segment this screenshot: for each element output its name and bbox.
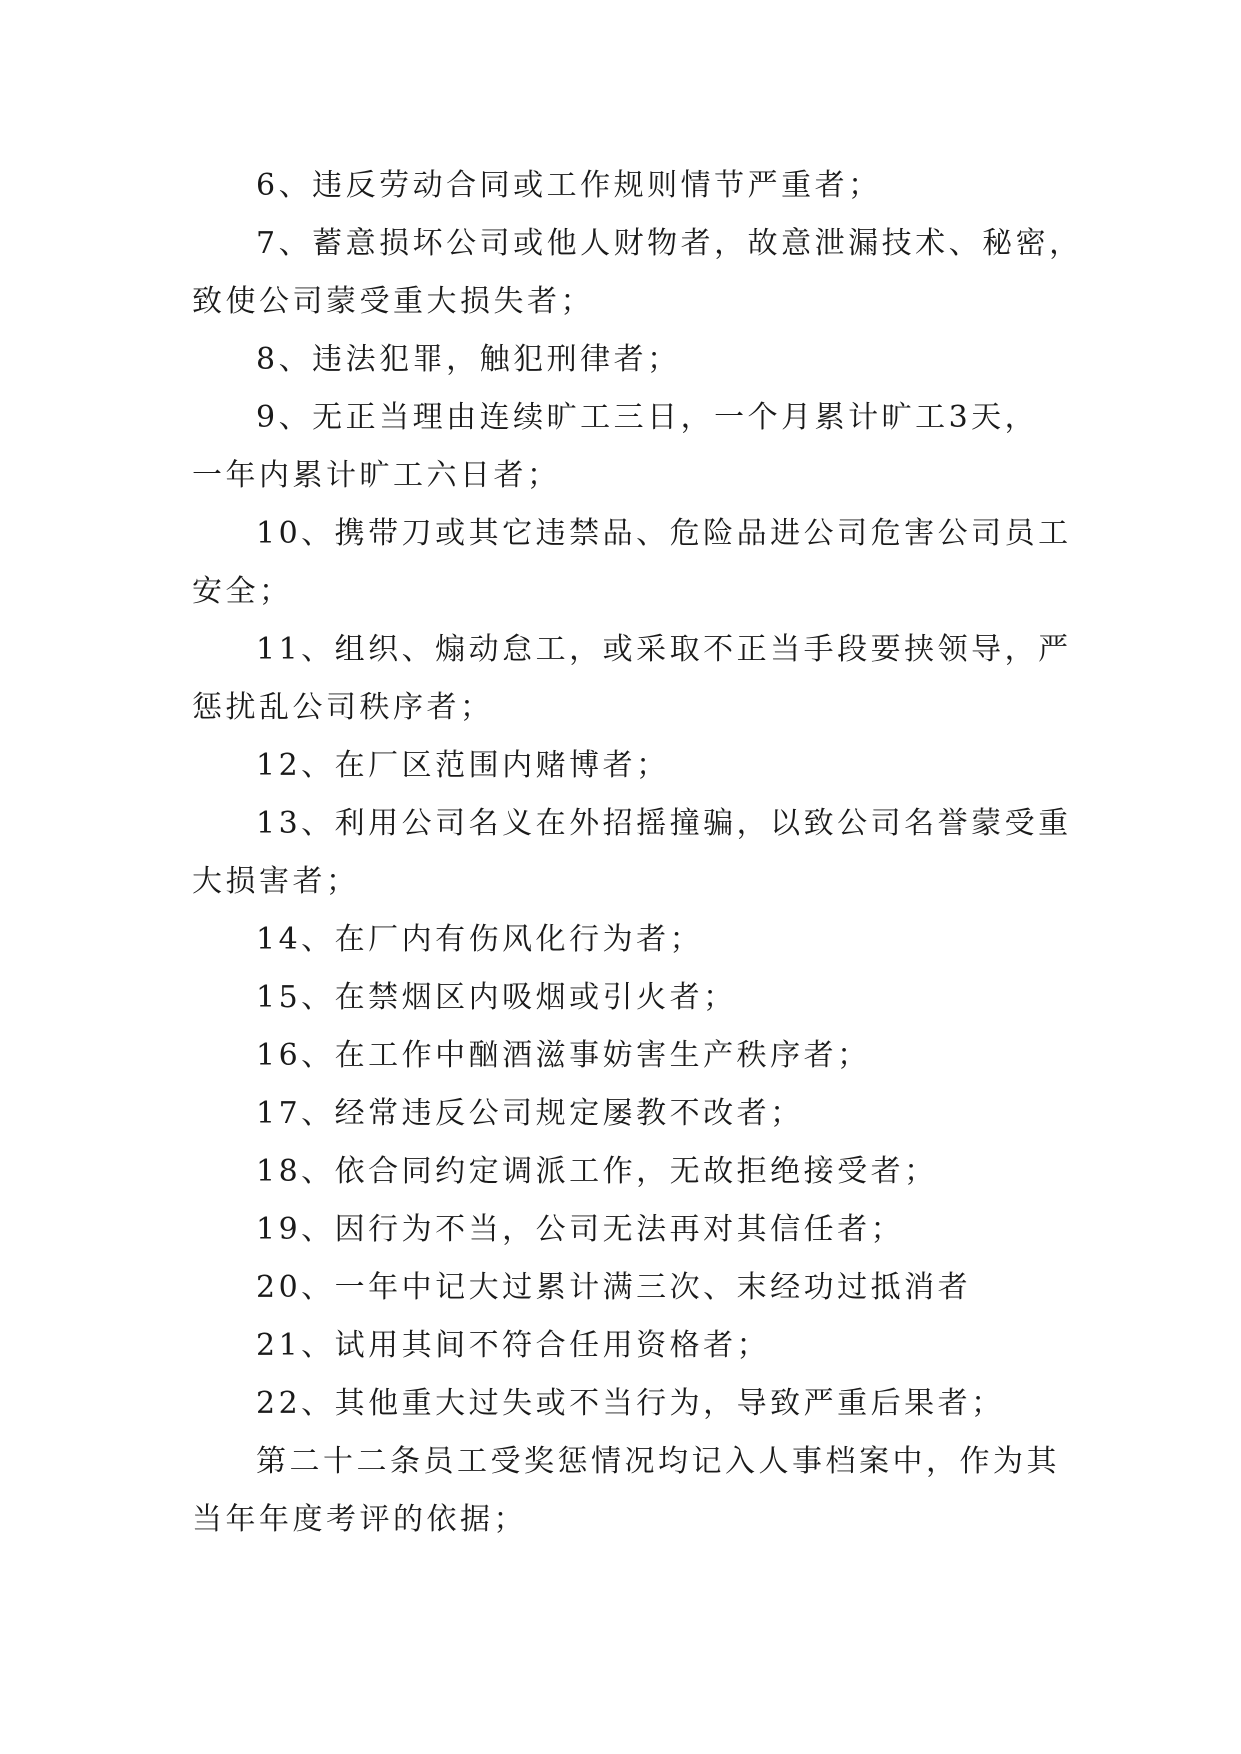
text-line: 惩扰乱公司秩序者；: [192, 690, 494, 725]
text-line: 致使公司蒙受重大损失者；: [192, 284, 594, 319]
text-line: 第二十二条员工受奖惩情况均记入人事档案中，作为其: [256, 1444, 1060, 1479]
text-line: 大损害者；: [192, 864, 360, 899]
text-line: 16、在工作中酗酒滋事妨害生产秩序者；: [256, 1038, 871, 1073]
text-line: 10、携带刀或其它违禁品、危险品进公司危害公司员工: [256, 516, 1072, 551]
text-line: 20、一年中记大过累计满三次、末经功过抵消者: [256, 1270, 972, 1305]
text-line: 17、经常违反公司规定屡教不改者；: [256, 1096, 804, 1131]
document-body: [192, 157, 1083, 1549]
text-line: 8、违法犯罪，触犯刑律者；: [256, 342, 681, 377]
text-line: 15、在禁烟区内吸烟或引火者；: [256, 980, 737, 1015]
text-line: 13、利用公司名义在外招摇撞骗，以致公司名誉蒙受重: [256, 806, 1072, 841]
text-line: 6、违反劳动合同或工作规则情节严重者；: [256, 168, 882, 203]
text-line: 9、无正当理由连续旷工三日，一个月累计旷工3天，: [256, 400, 1039, 435]
text-line: 19、因行为不当，公司无法再对其信任者；: [256, 1212, 905, 1247]
text-line: 一年内累计旷工六日者；: [192, 458, 561, 493]
text-line: 11、组织、煽动怠工，或采取不正当手段要挟领导，严: [256, 632, 1072, 667]
text-line: 14、在厂内有伤风化行为者；: [256, 922, 704, 957]
text-line: 7、蓄意损坏公司或他人财物者，故意泄漏技术、秘密，: [256, 226, 1083, 261]
text-line: 12、在厂区范围内赌博者；: [256, 748, 670, 783]
text-line: 21、试用其间不符合任用资格者；: [256, 1328, 771, 1363]
text-line: 22、其他重大过失或不当行为，导致严重后果者；: [256, 1386, 1005, 1421]
text-line: 安全；: [192, 574, 293, 609]
text-line: 当年年度考评的依据；: [192, 1502, 527, 1537]
text-line: 18、依合同约定调派工作，无故拒绝接受者；: [256, 1154, 938, 1189]
